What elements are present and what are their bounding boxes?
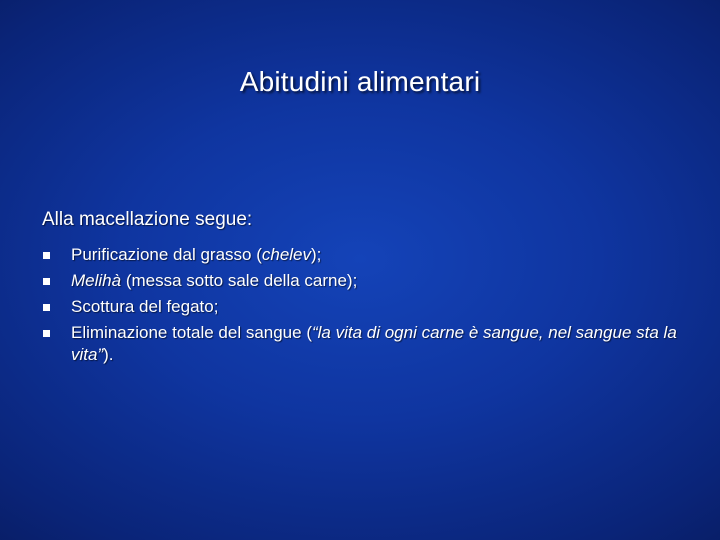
intro-text: Alla macellazione segue: (42, 209, 253, 230)
slide-content (42, 206, 682, 370)
bullet-text-segment: Purificazione dal grasso ( (71, 245, 262, 264)
bullet-item (42, 322, 682, 366)
square-bullet-icon (43, 252, 50, 259)
bullet-text-segment-italic: Melihà (71, 271, 122, 290)
bullet-item (42, 244, 682, 266)
slide-title: Abitudini alimentari (239, 66, 481, 97)
bullet-text-segment: Scottura del fegato; (71, 297, 219, 316)
bullet-text-segment: ); (311, 245, 322, 264)
square-bullet-icon (43, 278, 50, 285)
bullet-text-segment: ). (103, 345, 114, 364)
bullet-item (42, 270, 682, 292)
bullet-text-segment-italic: “la vita di ogni carne è sangue, nel sangue sta la vita” (71, 323, 677, 364)
bullet-item (42, 296, 682, 318)
bullet-text-segment-italic: chelev (261, 245, 312, 264)
bullet-text-segment: Eliminazione totale del sangue ( (71, 323, 312, 342)
square-bullet-icon (43, 304, 50, 311)
square-bullet-icon (43, 330, 50, 337)
bullet-list (42, 244, 682, 366)
bullet-text-segment: (messa sotto sale della carne); (121, 271, 358, 290)
